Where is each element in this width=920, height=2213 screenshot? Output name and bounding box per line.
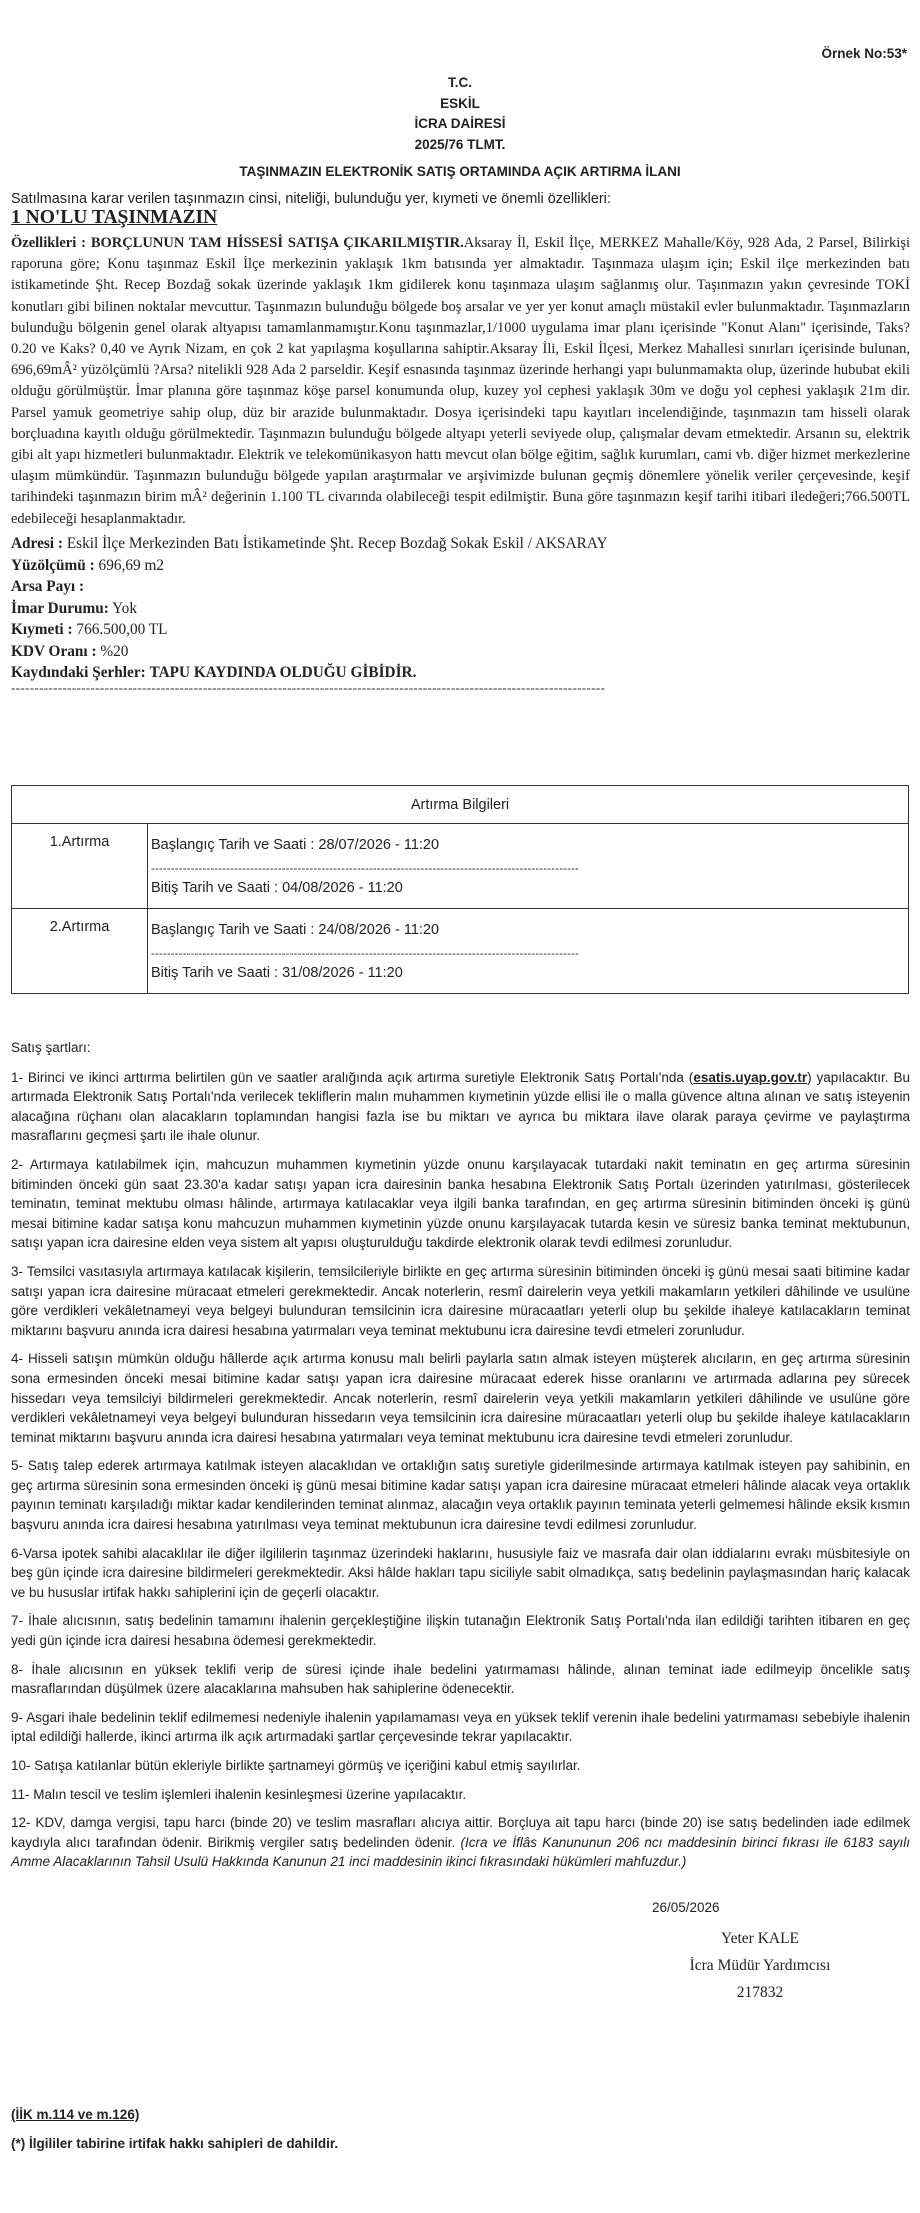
condition-item: 2- Artırmaya katılabilmek için, mahcuzun muhammen kıymetinin yüzde onunu karşılayacak tutardaki nakit teminatın en geç artırma süresinin bitiminden önceki gün saat 23.30'a kadar satışı yapan icra dairesinin banka hesabına Elektronik Satış Portalı üzerinden yatırılması, gösterilecek teminatın, teminat mektubu olması hâlinde, artırmaya katılacaklar veya ilgili banka tarafından, en geç artırma süresinin bitiminden önceki iş günü mesai bitimine kadar satışa konu mahcuzun muhammen kıymetinin yüzde onunu karşılayacak tutarda kesin ve süresiz banka teminat mektubunun, satışı yapan icra dairesine elden veya sistem alt yapısı oluşturulduğu takdirde elektronik olarak tevdi edilmesi zorunludur. bbox=[11, 1156, 910, 1251]
condition-item bbox=[11, 1813, 910, 1872]
description-text: Aksaray İl, Eskil İlçe, MERKEZ Mahalle/Köy, 928 Ada, 2 Parsel, Bilirkişi raporuna göre; Konu taşınmaz Eskil İlçe merkezinin yaklaşık 1km batısında yer almaktadır. Taşınmaza ulaşım için; Eskil ilçe merkezinden batı istikametinde Şht. Recep Bozdağ sokak üzerinde yaklaşık 1km gidilerek konu taşınmaza ulaşım sağlanmış olur. Taşınmazın yakın çevresinde TOKİ konutları gibi bilinen noktalar mevcuttur. Taşınmazın bulunduğu bölgede boş arsalar ve yer yer konut amaçlı müstakil evler bulunmaktadır. Taşınmazların bulunduğu bölgenin genel olarak altyapısı tamamlanmamıştır.Konu taşınmazlar,1/1000 uygulama imar planı içerisinde "Konut Alanı" içerisinde, Taks? 0.20 ve Kaks? 0,40 ve Ayrık Nizam, en çok 2 kat yapılaşma koşullarına sahiptir.Aksaray İli, Eskil İlçesi, Merkez Mahallesi sınırları içerisinde bulunan, 696,69mÂ² yüzölçümlü ?Arsa? nitelikli 928 Ada 2 parseldir. Keşif esnasında taşınmaz üzerinde herhangi yapı bulunmamakta olup, üzerinde hububat ekili olduğu görülmüştür. İmar planına göre taşınmaz köşe parsel konumunda olup, kuzey yol cephesi yaklaşık 30m ve doğu yol cephesi yaklaşık 21m dir. Parsel yamuk geometriye sahip olup, düz bir arazide bulunmaktadır. Dosya içerisindeki tapu kayıtları incelendiğinde, taşınmazın tam hisseli olarak borçluadına kayıtlı olduğu görülmektedir. Taşınmazın bulunduğu bölgede altyapı yeterli seviyede olup, çalışmalar devam etmektedir. Arsanın su, elektrik gibi alt yapı hizmetleri bulunmaktadır. Elektrik ve telekomünikasyon hattı mevcut olan bölge eğitim, sağlık kurumları, cami vb. diğer hizmet merkezlerine ulaşım mümkündür. Taşınmazın bulunduğu bölgede yapılan araştırmalar ve arşivimizde bulunan geçmiş dönemlere yönelik veriler çerçevesinde, keşif tarihindeki taşınmazın birim mÂ² değerinin 1.100 TL civarında olabileceği tespit edilmiştir. Buna göre taşınmazın keşif tarihi itibari iledeğeri;766.500TL edebileceği hesaplanmaktadır. bbox=[11, 235, 910, 527]
end-value: 04/08/2026 - 11:20 bbox=[282, 880, 403, 896]
auction-round-label: 1.Artırma bbox=[12, 824, 148, 909]
table-row bbox=[12, 824, 909, 909]
field-value: TAPU KAYDINDA OLDUĞU GİBİDİR. bbox=[149, 664, 417, 681]
end-label: Bitiş Tarih ve Saati : bbox=[151, 880, 279, 896]
document-header bbox=[0, 73, 920, 155]
field-label: İmar Durumu: bbox=[11, 599, 109, 617]
field-label: Arsa Payı : bbox=[11, 578, 85, 595]
signer-title: İcra Müdür Yardımcısı bbox=[689, 1957, 831, 1974]
signature-block bbox=[660, 1925, 860, 2006]
start-datetime bbox=[151, 836, 908, 855]
header-tc: T.C. bbox=[447, 75, 472, 90]
signer-code: 217832 bbox=[736, 1984, 784, 2001]
field-address bbox=[11, 533, 608, 555]
property-description bbox=[11, 233, 910, 530]
signer-name: Yeter KALE bbox=[720, 1930, 800, 1947]
condition-item: 9- Asgari ihale bedelinin teklif edilmemesi nedeniyle ihalenin yapılamaması veya en yüksek teklif verenin ihale bedelini yatırmaması sebebiyle ihalenin iptal edildiği hallerde, ikinci artırma ilk açık artırmadaki şartlar çerçevesinde tekrar yapılacaktır. bbox=[11, 1709, 910, 1745]
field-label: Adresi : bbox=[11, 535, 63, 552]
condition-item: 8- İhale alıcısının en yüksek teklifi verip de süresi içinde ihale bedelini yatırmaması hâlinde, alınan teminat iade edilmeyip öncelikle satış masraflarından düşülmek üzere alacaklarına mahsuben hak sahiplerine ödenecektir. bbox=[11, 1661, 910, 1697]
page-title: TAŞINMAZIN ELEKTRONİK SATIŞ ORTAMINDA AÇIK ARTIRMA İLANI bbox=[239, 164, 681, 179]
auction-round-label: 2.Artırma bbox=[12, 909, 148, 994]
description-label: Özellikleri : bbox=[11, 235, 86, 251]
condition-item: 7- İhale alıcısının, satış bedelinin tamamını ihalenin gerçekleştiğine ilişkin tutanağın Elektronik Satış Portalı'nda ilan edildiği tarihten itibaren en geç yedi gün içinde icra dairesi hesabına ödemesi gerekmektedir. bbox=[11, 1613, 910, 1649]
header-file-number: 2025/76 TLMT. bbox=[414, 136, 506, 152]
condition-text: ) yapılacaktır. Bu artırmada Elektronik Satış Portalı'nda verilecek tekliflerin malın muhammen kıymetinin yüzde ellisi ile o malla güvence altına alınan ve satış isteyenin alacağına rüçhanı olan alacakların toplamından hangisi fazla ise bu miktarı ve ayrıca bu miktara ilave olarak paraya çevirme ve paylaştırma masraflarını geçmesi şartı ile ihale olunur. bbox=[11, 1069, 910, 1144]
end-datetime bbox=[151, 879, 908, 898]
condition-item bbox=[11, 1068, 910, 1146]
esatis-link[interactable]: esatis.uyap.gov.tr bbox=[693, 1069, 808, 1085]
auction-table-header: Artırma Bilgileri bbox=[12, 786, 909, 824]
start-value: 24/08/2026 - 11:20 bbox=[318, 922, 440, 938]
footer-note: (*) İlgililer tabirine irtifak hakkı sahipleri de dahildir. bbox=[11, 2136, 339, 2151]
condition-item: 6-Varsa ipotek sahibi alacaklılar ile diğer ilgililerin taşınmaz üzerindeki haklarını, hususiyle faiz ve masrafa dair olan iddialarını evrakı müsbitesiyle on beş gün içinde icra dairesine bildirmeleri gerekmektedir. Aksi hâlde hakları tapu siciliyle sabit olmadıkça, satış bedelinin paylaşmasından hariç kalacak ve bu hususlar irtifak hakkı sahiplerini için de geçerli olacaktır. bbox=[11, 1545, 910, 1600]
field-label: KDV Oranı : bbox=[11, 642, 97, 660]
document-date: 26/05/2026 bbox=[652, 1900, 720, 1915]
field-label: Yüzölçümü : bbox=[11, 556, 95, 574]
field-value: %20 bbox=[100, 642, 129, 660]
condition-item: 10- Satışa katılanlar bütün ekleriyle birlikte şartnameyi görmüş ve içeriğini kabul etmiş sayılırlar. bbox=[11, 1758, 581, 1773]
condition-item: 11- Malın tescil ve teslim işlemleri ihalenin kesinleşmesi üzerine yapılacaktır. bbox=[11, 1786, 467, 1802]
field-area bbox=[11, 555, 608, 577]
end-value: 31/08/2026 - 11:20 bbox=[282, 965, 403, 981]
field-label: Kaydındaki Şerhler: bbox=[11, 664, 146, 681]
auction-info-table bbox=[11, 785, 909, 994]
field-land-share bbox=[11, 576, 608, 598]
condition-item: 5- Satış talep ederek artırmaya katılmak isteyen alacaklıdan ve ortaklığın satış suretiyle giderilmesinde artırmaya katılmak isteyen pay sahibinin, en geç artırma süresinin sona ermesinden önceki iş günü mesai bitimine kadar satışı yapan icra dairesine müracaat etmeleri hâlinde alacak veya ortaklık payının teminatı karşıladığı miktar kadar kendilerinden teminat alınmaz, alacağın veya ortaklık payının teminata yeterli gelmemesi hâlinde eksik kısmın başvuru anında icra dairesi hesabına yatırılması veya teminat mektubunun icra dairesine tevdi edilmesi zorunludur. bbox=[11, 1458, 910, 1533]
time-divider: ------------------------------------------------------------------------------------------------------------ bbox=[151, 863, 580, 873]
field-value-amount bbox=[11, 619, 608, 641]
auction-round-times bbox=[148, 824, 909, 909]
header-office: İCRA DAİRESİ bbox=[414, 116, 506, 131]
conditions-title: Satış şartları: bbox=[11, 1040, 91, 1055]
time-divider: ------------------------------------------------------------------------------------------------------------ bbox=[151, 948, 580, 958]
table-row bbox=[12, 909, 909, 994]
condition-text: 12- KDV, damga vergisi, tapu harcı (binde 20) ve teslim masrafları alıcıya aittir. Borçluya ait tapu harcı (binde 20) ise satış bedelinden iade edilmek kaydıyla alıcı tarafından ödenir. Birikmiş vergiler satış bedelinden ödenir. bbox=[11, 1815, 910, 1850]
start-label: Başlangıç Tarih ve Saati : bbox=[151, 922, 315, 938]
property-fields bbox=[11, 533, 608, 684]
section-divider: ------------------------------------------------------------------------------------------------------------------------------- bbox=[11, 680, 606, 695]
condition-item: 3- Temsilci vasıtasıyla artırmaya katılacak kişilerin, temsilcileriyle birlikte en geç artırma süresinin bitiminden önceki iş günü mesai saati bitimine kadar satışı yapan icra dairesine müracaat etmeleri gerekmektedir. Ancak noterlerin, resmî dairelerin veya yetkili makamların yetkileri dâhilinde ve usulüne göre verdikleri vekâletnameyi veya belgeyi bulunduran temsilcinin icra dairesine müracaatları yeterli olup bu şekilde ihaleye katılacakların teminat miktarını başvuru anında icra dairesi hesabına yatırmaları veya teminat mektubunu icra dairesine tevdi etmeleri zorunludur. bbox=[11, 1263, 910, 1338]
header-city: ESKİL bbox=[440, 95, 480, 111]
law-reference: (İİK m.114 ve m.126) bbox=[11, 2107, 140, 2122]
condition-text: 1- Birinci ve ikinci arttırma belirtilen gün ve saatler aralığında açık artırma suretiyle Elektronik Satış Portalı'nda ( bbox=[11, 1069, 694, 1085]
property-title: 1 NO'LU TAŞINMAZIN bbox=[11, 207, 218, 228]
field-vat bbox=[11, 641, 608, 663]
field-value: 766.500,00 TL bbox=[76, 621, 168, 638]
field-value: Yok bbox=[112, 599, 137, 617]
description-lead: BORÇLUNUN TAM HİSSESİ SATIŞA ÇIKARILMIŞTIR. bbox=[90, 235, 464, 251]
start-datetime bbox=[151, 921, 908, 940]
field-value: 696,69 m2 bbox=[98, 556, 164, 574]
field-value: Eskil İlçe Merkezinden Batı İstikametinde Şht. Recep Bozdağ Sokak Eskil / AKSARAY bbox=[66, 535, 608, 552]
auction-round-times bbox=[148, 909, 909, 994]
condition-item: 4- Hisseli satışın mümkün olduğu hâllerde açık artırma konusu malı belirli paylarla satın almak isteyen müşterek alıcıların, en geç artırma süresinin sona ermesinden önceki mesai bitimine kadar satışı yapan icra dairesine müracaat ederek hisse oranlarını ve artırmada adlarına pey sürecek hissedarı veya temsilciyi bildirmeleri gerekmektedir. Ancak noterlerin, resmî dairelerin veya yetkili makamların yetkileri dâhilinde ve usulüne göre verdikleri vekâletnameyi veya belgeyi bulunduran hissedarın veya temsilcinin icra dairesine müracaatları yeterli olup bu şekilde ihaleye katılacakların teminat miktarını başvuru anında icra dairesi hesabına yatırmaları veya teminat mektubunu icra dairesine tevdi etmeleri zorunludur. bbox=[11, 1351, 910, 1445]
field-label: Kıymeti : bbox=[11, 621, 73, 638]
condition-legal-note: (Icra ve İflâs Kanununun 206 ncı maddesinin birinci fıkrası ile 6183 sayılı Amme Alacaklarının Tahsil Usulü Hakkında Kanunun 21 inci maddesinin ikinci fıkrasındaki hükümleri mahfuzdur.) bbox=[11, 1834, 910, 1870]
start-value: 28/07/2026 - 11:20 bbox=[318, 837, 440, 853]
field-zoning bbox=[11, 598, 608, 620]
start-label: Başlangıç Tarih ve Saati : bbox=[151, 837, 315, 853]
end-label: Bitiş Tarih ve Saati : bbox=[151, 965, 279, 981]
intro-text: Satılmasına karar verilen taşınmazın cinsi, niteliği, bulunduğu yer, kıymeti ve önemli özellikleri: bbox=[11, 191, 611, 207]
sale-conditions bbox=[11, 1038, 910, 1881]
sample-number: Örnek No:53* bbox=[821, 46, 907, 61]
end-datetime bbox=[151, 964, 908, 983]
